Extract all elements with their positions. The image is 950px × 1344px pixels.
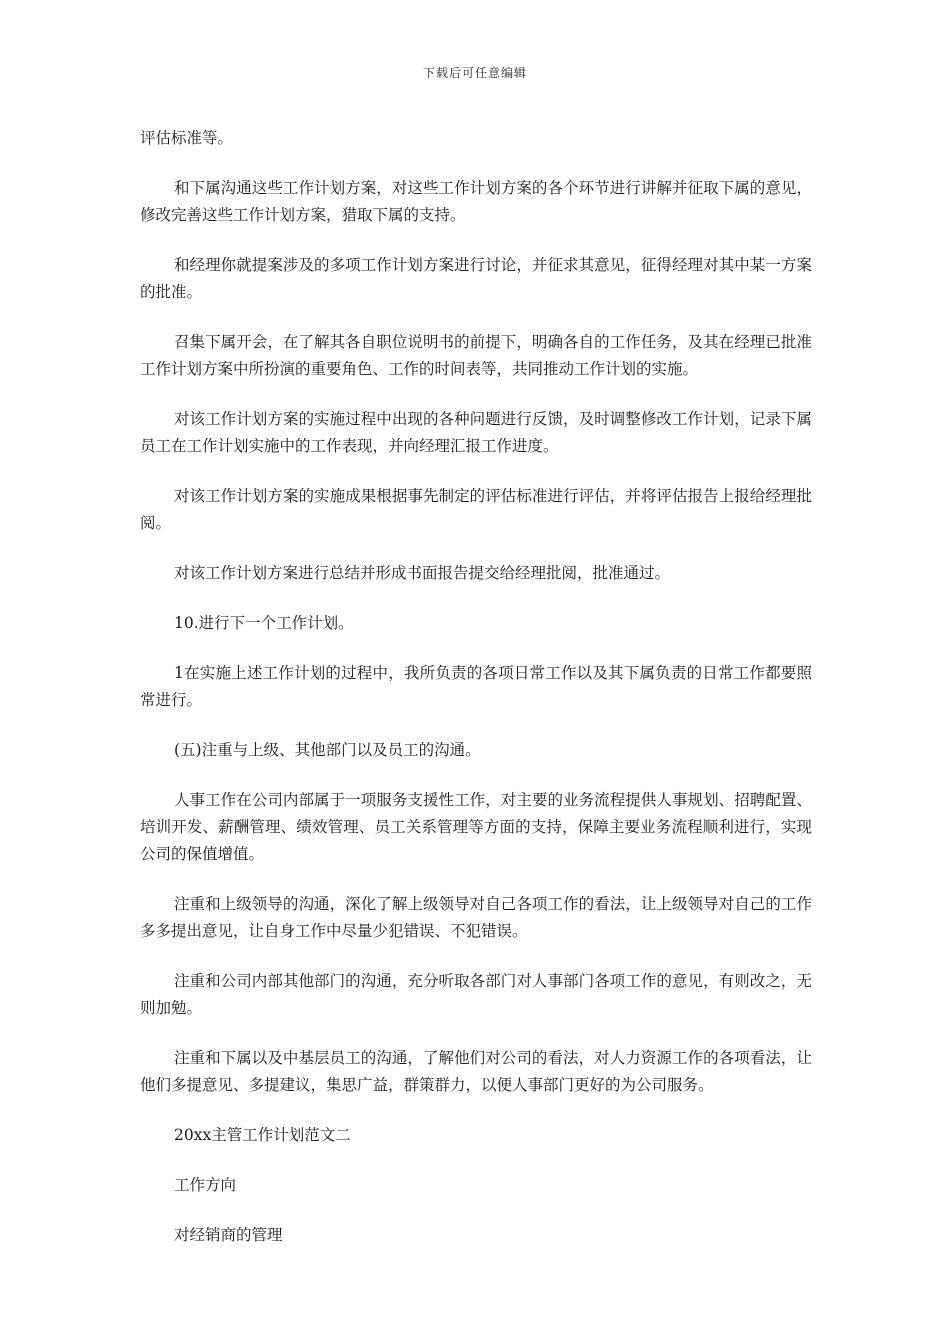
section-heading: 对经销商的管理 [174, 1226, 283, 1244]
paragraph: 召集下属开会，在了解其各自职位说明书的前提下，明确各自的工作任务，及其在经理已批准工作计划方案中所扮演的重要角色、工作的时间表等，共同推动工作计划的实施。 [140, 333, 812, 378]
paragraph: 1在实施上述工作计划的过程中，我所负责的各项日常工作以及其下属负责的日常工作都要照常进行。 [140, 664, 812, 709]
paragraph: 和经理你就提案涉及的多项工作计划方案进行讨论，并征求其意见，征得经理对其中某一方案的批准。 [140, 256, 812, 301]
page-header: 下载后可任意编辑 [422, 66, 527, 80]
paragraph: 评估标准等。 [140, 129, 234, 147]
paragraph: 注重和公司内部其他部门的沟通，充分听取各部门对人事部门各项工作的意见，有则改之，无则加勉。 [140, 972, 812, 1017]
document-body [140, 125, 812, 1272]
list-item-number: 10.进行下一个工作计划。 [174, 614, 354, 632]
paragraph: 和下属沟通这些工作计划方案，对这些工作计划方案的各个环节进行讲解并征取下属的意见，修改完善这些工作计划方案，猎取下属的支持。 [140, 179, 812, 224]
section-heading: (五)注重与上级、其他部门以及员工的沟通。 [174, 741, 481, 759]
paragraph: 注重和下属以及中基层员工的沟通，了解他们对公司的看法，对人力资源工作的各项看法，让他们多提意见、多提建议，集思广益，群策群力，以便人事部门更好的为公司服务。 [140, 1049, 812, 1094]
paragraph: 对该工作计划方案的实施成果根据事先制定的评估标准进行评估，并将评估报告上报给经理批阅。 [140, 487, 812, 532]
paragraph: 人事工作在公司内部属于一项服务支援性工作，对主要的业务流程提供人事规划、招聘配置、培训开发、薪酬管理、绩效管理、员工关系管理等方面的支持，保障主要业务流程顺利进行，实现公司的保值增值。 [140, 791, 812, 863]
document-title: 20xx主管工作计划范文二 [174, 1126, 351, 1144]
section-heading: 工作方向 [174, 1176, 237, 1194]
paragraph: 注重和上级领导的沟通，深化了解上级领导对自己各项工作的看法，让上级领导对自己的工作多多提出意见，让自身工作中尽量少犯错误、不犯错误。 [140, 895, 812, 940]
paragraph: 对该工作计划方案进行总结并形成书面报告提交给经理批阅，批准通过。 [174, 564, 671, 582]
paragraph: 对该工作计划方案的实施过程中出现的各种问题进行反馈，及时调整修改工作计划，记录下属员工在工作计划实施中的工作表现，并向经理汇报工作进度。 [140, 410, 812, 455]
